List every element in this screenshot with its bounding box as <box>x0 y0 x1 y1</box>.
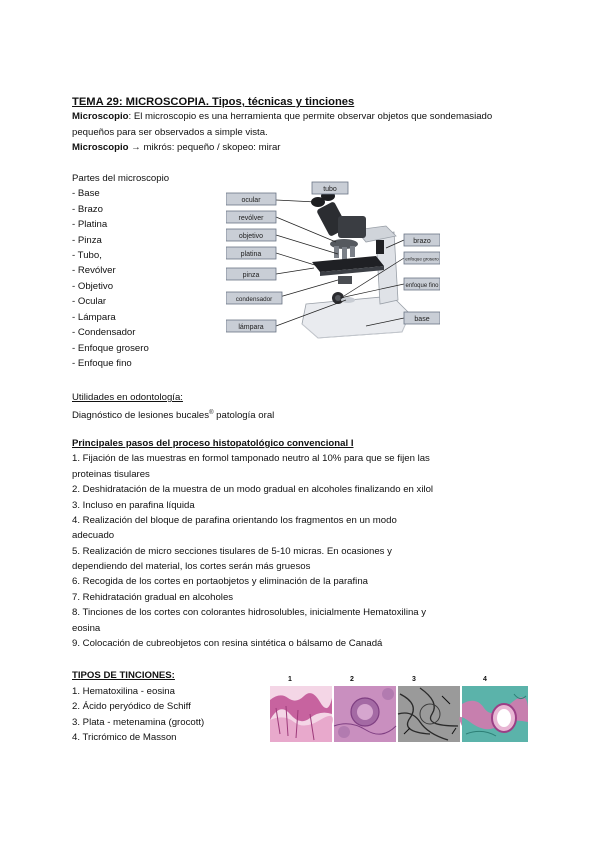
definition-line-1 <box>72 111 492 123</box>
utilities-text <box>72 407 274 422</box>
utilities-main: Diagnóstico de lesiones bucales <box>72 410 210 422</box>
etymology-label: Microscopio <box>72 142 129 153</box>
step-line: 4. Realización del bloque de parafina orientando los fragmentos en un modo <box>72 515 397 526</box>
parts-item: - Objetivo <box>72 281 114 292</box>
label-base: base <box>414 316 430 323</box>
step-line: 3. Incluso en parafina líquida <box>72 500 195 511</box>
label-enfoque-fino: enfoque fino <box>405 283 439 289</box>
stain-images <box>270 674 528 744</box>
stain-item: 1. Hematoxilina - eosina <box>72 686 175 697</box>
label-revolver: revólver <box>238 215 264 222</box>
etymology-line <box>72 142 280 154</box>
label-objetivo: objetivo <box>238 233 264 240</box>
etymology-text: → mikrós: pequeño / skopeo: mirar <box>128 142 281 153</box>
label-tubo: tubo <box>323 186 337 193</box>
stains-heading: TIPOS DE TINCIONES: <box>72 670 175 681</box>
stain-panel-number: 1 <box>288 676 292 683</box>
parts-heading: Partes del microscopio <box>72 173 170 184</box>
step-line: 8. Tinciones de los cortes con colorantes hidrosolubles, inicialmente Hematoxilina y <box>72 607 427 618</box>
step-line: dependiendo del material, los cortes serán más gruesos <box>72 561 311 572</box>
steps-heading: Principales pasos del proceso histopatológico convencional I <box>72 438 354 449</box>
utilities-heading: Utilidades en odontología: <box>72 392 183 403</box>
stain-item: 4. Tricrómico de Masson <box>72 732 177 743</box>
parts-item: - Platina <box>72 219 108 230</box>
parts-item: - Brazo <box>72 204 103 215</box>
label-platina: platina <box>240 251 262 258</box>
parts-item: - Enfoque grosero <box>72 343 149 354</box>
label-top <box>312 182 348 194</box>
parts-item: - Enfoque fino <box>72 358 132 369</box>
step-line: 6. Recogida de los cortes en portaobjetos y eliminación de la parafina <box>72 576 368 587</box>
step-line: adecuado <box>72 530 115 541</box>
stain-panel-silver <box>398 686 460 742</box>
parts-item: - Pinza <box>72 235 102 246</box>
parts-item: - Base <box>72 188 100 199</box>
parts-item: - Tubo, <box>72 250 102 261</box>
labels-left <box>226 193 282 332</box>
stain-panel-pas <box>334 686 396 742</box>
stain-panel-number: 2 <box>350 676 354 683</box>
parts-item: - Revólver <box>72 265 116 276</box>
step-line: 7. Rehidratación gradual en alcoholes <box>72 592 234 603</box>
label-brazo: brazo <box>413 238 431 245</box>
step-line: proteinas tisulares <box>72 469 150 480</box>
step-line: 5. Realización de micro secciones tisulares de 5-10 micras. En ocasiones y <box>72 546 392 557</box>
label-enfoque-grosero: enfoque grosero <box>405 256 439 262</box>
definition-line-2: pequeños para ser observados a simple vista. <box>72 127 268 138</box>
parts-item: - Ocular <box>72 296 107 307</box>
labels-right <box>404 234 440 324</box>
stain-item: 3. Plata - metenamina (grocott) <box>72 717 205 728</box>
microscope-diagram <box>226 176 440 344</box>
definition-text: : El microscopio es una herramienta que permite observar objetos que sondemasiado <box>128 111 493 122</box>
stain-panel-masson <box>459 686 528 742</box>
step-line: 9. Colocación de cubreobjetos con resina sintética o bálsamo de Canadá <box>72 638 383 649</box>
step-line: 1. Fijación de las muestras en formol tamponado neutro al 10% para que se fijen las <box>72 453 430 464</box>
page-title: TEMA 29: MICROSCOPIA. Tipos, técnicas y tinciones <box>72 96 355 108</box>
step-line: 2. Deshidratación de la muestra de un modo gradual en alcoholes finalizando en xilol <box>72 484 434 495</box>
step-line: eosina <box>72 623 101 634</box>
utilities-tail: patología oral <box>213 410 275 422</box>
stain-panel-number: 3 <box>412 676 416 683</box>
parts-item: - Lámpara <box>72 312 116 323</box>
label-ocular: ocular <box>241 197 261 204</box>
stain-panel-he <box>270 686 333 742</box>
definition-label: Microscopio <box>72 111 129 122</box>
label-condensador: condensador <box>235 296 273 303</box>
stain-item: 2. Ácido peryódico de Schiff <box>72 701 191 712</box>
utilities-sup: ® <box>209 410 214 416</box>
label-pinza: pinza <box>242 272 260 279</box>
stain-panel-number: 4 <box>483 676 487 683</box>
label-lampara: lámpara <box>238 324 264 331</box>
parts-item: - Condensador <box>72 327 136 338</box>
